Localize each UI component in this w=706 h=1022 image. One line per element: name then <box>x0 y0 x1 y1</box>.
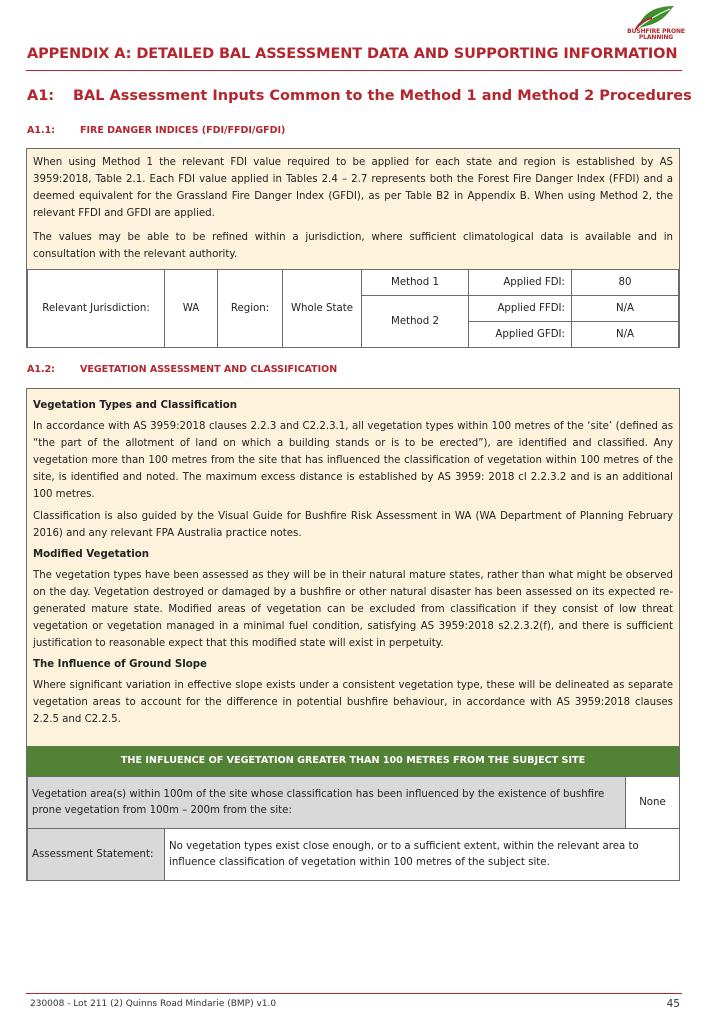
method2-label: Method 2 <box>362 296 469 348</box>
fdi-table <box>27 269 679 348</box>
influence-row-label: Vegetation area(s) within 100m of the site whose classification has been influenced by the existence of bushfire prone vegetation from 100m – 200m from the site: <box>28 777 626 829</box>
region-label: Region: <box>218 270 283 348</box>
jurisdiction-label: Relevant Jurisdiction: <box>28 270 165 348</box>
region-value: Whole State <box>283 270 362 348</box>
heading-ground-slope: The Influence of Ground Slope <box>33 659 207 670</box>
influence-row-value: None <box>625 777 679 829</box>
vegetation-paragraph-1: In accordance with AS 3959:2018 clauses 2.2.3 and C2.2.3.1, all vegetation types within 100 metres of the ‘site’ (defined as “the part of the allotment of land on which a building stands or is to be erected”), are identified and classified. Any vegetation more than 100 metres from the site that has influenced the classification of vegetation within 100 metres of the site, is identified and noted. The maximum excess distance is established by AS 3959: 2018 cl 2.2.3.2 and is an additional 100 metres. <box>33 421 673 500</box>
footer-rule <box>26 993 682 994</box>
fdi-paragraph-1: When using Method 1 the relevant FDI value required to be applied for each state and region is established by AS 3959:2018, Table 2.1. Each FDI value applied in Tables 2.4 – 2.7 represents both the Forest Fire Danger Index (FFDI) and a deemed equivalent for the Grassland Fire Danger Index (GFDI), as per Table B2 in Appendix B. When using Method 2, the relevant FFDI and GFDI are applied. <box>33 157 673 219</box>
section-title: BAL Assessment Inputs Common to the Method 1 and Method 2 Procedures <box>73 88 692 104</box>
jurisdiction-value: WA <box>165 270 218 348</box>
section-heading <box>27 88 692 104</box>
assessment-statement-label: Assessment Statement: <box>28 829 165 881</box>
fdi-label: Applied FDI: <box>469 270 572 296</box>
gfdi-value: N/A <box>572 322 679 348</box>
fdi-value: 80 <box>572 270 679 296</box>
vegetation-paragraph-3: The vegetation types have been assessed as they will be in their natural mature states, rather than what might be observed on the day. Vegetation destroyed or damaged by a bushfire or other natural disaster has been assessed on its expected re-generated mature state. Modified areas of vegetation can be excluded from classification if they consist of low threat vegetation or vegetation managed in a minimal fuel condition, satisfying AS 3959:2018 s2.2.3.2(f), and there is sufficient justification to reasonable expect that this modified state will exist in perpetuity. <box>33 570 673 649</box>
gfdi-label: Applied GFDI: <box>469 322 572 348</box>
vegetation-paragraph-2: Classification is also guided by the Visual Guide for Bushfire Risk Assessment in WA (WA Department of Planning February 2016) and any relevant FPA Australia practice notes. <box>33 511 673 539</box>
assessment-statement-value: No vegetation types exist close enough, or to a sufficient extent, within the relevant area to influence classification of vegetation within 100 metres of the subject site. <box>165 829 680 881</box>
ffdi-value: N/A <box>572 296 679 322</box>
footer-document-reference: 230008 - Lot 211 (2) Quinns Road Mindarie (BMP) v1.0 <box>30 999 277 1009</box>
subsection-number: A1.2: <box>27 364 55 375</box>
page-number: 45 <box>666 998 680 1010</box>
subsection-title: VEGETATION ASSESSMENT AND CLASSIFICATION <box>80 364 338 375</box>
influence-table <box>27 776 680 881</box>
logo-text: BUSHFIRE PRONE PLANNING <box>627 28 685 41</box>
subsection-heading-fdi <box>27 125 285 136</box>
heading-vegetation-types: Vegetation Types and Classification <box>33 400 238 411</box>
heading-modified-vegetation: Modified Vegetation <box>33 549 150 560</box>
company-logo <box>624 4 688 44</box>
section-number: A1: <box>27 88 55 104</box>
method1-label: Method 1 <box>362 270 469 296</box>
fdi-box <box>26 148 680 348</box>
subsection-number: A1.1: <box>27 125 55 136</box>
title-rule <box>26 70 682 71</box>
subsection-heading-vegetation <box>27 364 337 375</box>
influence-table-header: THE INFLUENCE OF VEGETATION GREATER THAN 100 METRES FROM THE SUBJECT SITE <box>27 746 679 776</box>
vegetation-paragraph-4: Where significant variation in effective slope exists under a consistent vegetation type, these will be delineated as separate vegetation areas to account for the difference in potential bushfire behaviour, in accordance with AS 3959:2018 clauses 2.2.5 and C2.2.5. <box>33 680 673 725</box>
fdi-paragraph-2: The values may be able to be refined within a jurisdiction, where sufficient climatological data is available and in consultation with the relevant authority. <box>33 232 673 260</box>
subsection-title: FIRE DANGER INDICES (FDI/FFDI/GFDI) <box>80 125 286 136</box>
leaf-icon <box>634 4 678 30</box>
ffdi-label: Applied FFDI: <box>469 296 572 322</box>
vegetation-box <box>26 388 680 881</box>
appendix-title: APPENDIX A: DETAILED BAL ASSESSMENT DATA AND SUPPORTING INFORMATION <box>27 46 678 62</box>
